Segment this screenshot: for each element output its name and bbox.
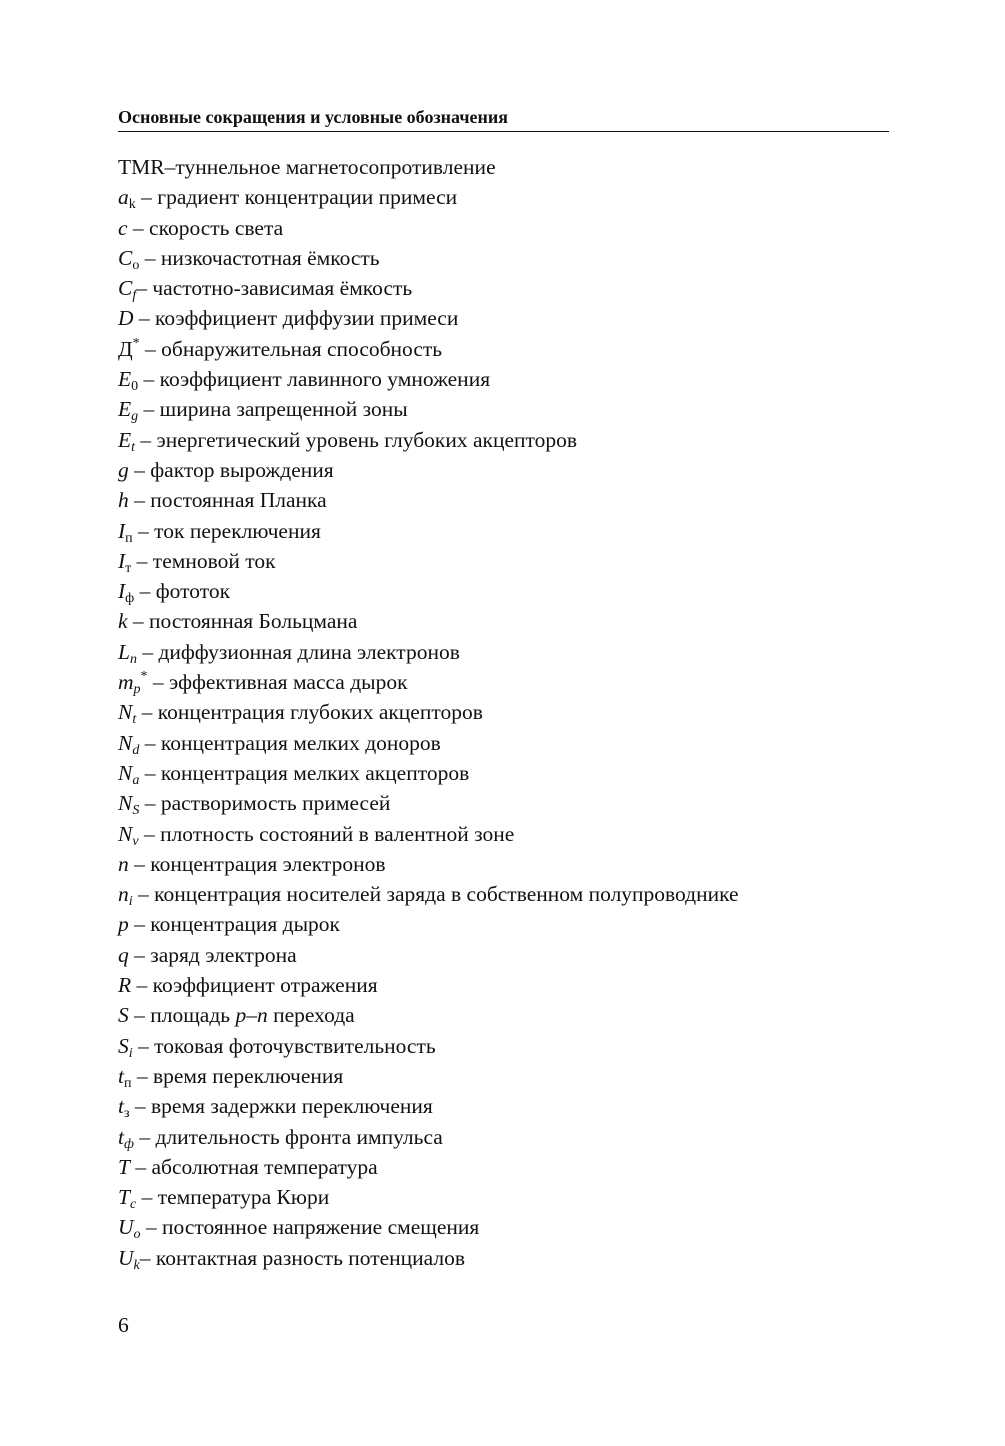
separator-dash: – (138, 367, 160, 392)
description: постоянное напряжение смещения (162, 1215, 480, 1240)
symbol-subscript: 0 (131, 379, 139, 395)
description: заряд электрона (150, 942, 297, 967)
symbol-superscript: * (132, 335, 140, 351)
separator-dash: – (139, 1245, 156, 1270)
page-header-title: Основные сокращения и условные обозначения (118, 107, 508, 127)
abbreviation-item (118, 1212, 739, 1242)
separator-dash: – (129, 1094, 152, 1119)
symbol: t (118, 1124, 124, 1149)
symbol-subscript: з (123, 1106, 130, 1122)
abbreviation-item (118, 273, 739, 303)
description: температура Кюри (157, 1185, 330, 1210)
abbreviation-item (118, 1152, 739, 1182)
symbol-subscript: t (131, 439, 136, 455)
description: абсолютная температура (151, 1154, 378, 1179)
abbreviation-item (118, 394, 739, 424)
description: контактная разность потенциалов (155, 1245, 466, 1270)
description: ток переключения (154, 518, 321, 543)
abbreviation-item (118, 576, 739, 606)
separator-dash: – (139, 245, 161, 270)
symbol: k (118, 609, 128, 634)
symbol: h (118, 488, 129, 513)
abbreviation-item (118, 1122, 739, 1152)
separator-dash: – (135, 427, 157, 452)
abbreviation-item (118, 364, 739, 394)
separator-dash: – (128, 457, 151, 482)
abbreviation-item (118, 606, 739, 636)
description: концентрация мелких доноров (160, 730, 441, 755)
separator-dash: – (139, 760, 161, 785)
symbol-subscript: g (131, 409, 139, 425)
symbol-subscript: v (132, 833, 139, 849)
abbreviation-item (118, 243, 739, 273)
separator-dash: – (136, 700, 158, 725)
symbol: I (118, 548, 126, 573)
symbol-subscript: i (128, 894, 133, 910)
description: коэффициент лавинного умножения (159, 367, 491, 392)
description: постоянная Планка (150, 488, 327, 513)
separator-dash: – (127, 609, 150, 634)
symbol: L (118, 639, 130, 664)
abbreviation-item (118, 728, 739, 758)
separator-dash: – (128, 488, 151, 513)
description: туннельное магнетосопротивление (175, 155, 496, 179)
description: концентрация электронов (150, 851, 386, 876)
description: длительность фронта импульса (155, 1124, 443, 1149)
symbol: n (118, 882, 129, 907)
description: фототок (155, 579, 231, 604)
separator-dash: – (131, 1063, 153, 1088)
symbol: S (118, 1033, 129, 1058)
symbol: q (118, 942, 129, 967)
symbol-subscript: k (128, 197, 136, 213)
symbol: a (118, 185, 129, 210)
symbol: c (118, 215, 128, 240)
abbreviation-item (118, 303, 739, 333)
description: частотно-зависимая ёмкость (152, 276, 413, 301)
symbol: N (118, 821, 133, 846)
abbreviation-item (118, 455, 739, 485)
abbreviation-item (118, 334, 739, 364)
symbol: T (118, 1185, 130, 1210)
abbreviation-item (118, 940, 739, 970)
symbol-subscript: т (125, 560, 132, 576)
symbol-subscript: S (132, 803, 140, 819)
abbreviation-item (118, 758, 739, 788)
symbol: C (118, 276, 133, 301)
symbol: n (118, 851, 129, 876)
symbol: N (118, 730, 133, 755)
abbreviation-item (118, 879, 739, 909)
separator-dash: – (136, 639, 159, 664)
abbreviation-list (118, 152, 739, 1273)
separator-dash: – (128, 851, 151, 876)
separator-dash: – (132, 882, 155, 907)
description: обнаружительная способность (161, 336, 443, 361)
separator-dash: – (164, 155, 176, 179)
symbol: U (118, 1245, 134, 1270)
header-rule (118, 131, 889, 132)
separator-dash: – (133, 306, 156, 331)
description-tail: перехода (267, 1003, 355, 1028)
separator-dash: – (136, 276, 153, 301)
separator-dash: – (132, 518, 155, 543)
abbreviation-item (118, 1000, 739, 1030)
separator-dash: – (131, 548, 153, 573)
symbol-subscript: n (129, 651, 137, 667)
description: коэффициент отражения (152, 973, 378, 998)
abbreviation-item (118, 1091, 739, 1121)
separator-dash: – (139, 791, 161, 816)
symbol: I (118, 518, 126, 543)
description: градиент концентрации примеси (157, 185, 458, 210)
symbol-subscript: d (132, 742, 140, 758)
symbol: E (118, 427, 132, 452)
abbreviation-item (118, 909, 739, 939)
symbol-subscript: п (125, 530, 133, 546)
abbreviation-item (118, 849, 739, 879)
symbol: m (118, 670, 134, 695)
separator-dash: – (127, 215, 150, 240)
description: энергетический уровень глубоких акцепторов (156, 427, 578, 452)
symbol-subscript: a (132, 772, 140, 788)
page-number: 6 (118, 1313, 129, 1337)
abbreviation-item (118, 485, 739, 515)
symbol: N (118, 700, 133, 725)
description: концентрация дырок (150, 912, 340, 937)
separator-dash: – (129, 1154, 152, 1179)
description: постоянная Больцмана (149, 609, 358, 634)
abbreviation-item (118, 637, 739, 667)
symbol: E (118, 367, 132, 392)
symbol: t (118, 1063, 124, 1088)
description: ширина запрещенной зоны (159, 397, 408, 422)
separator-dash: – (132, 1033, 155, 1058)
symbol: N (118, 760, 133, 785)
description: фактор вырождения (150, 457, 334, 482)
abbreviation-item (118, 425, 739, 455)
separator-dash: – (128, 942, 151, 967)
description: площадь (150, 1003, 236, 1028)
symbol: I (118, 579, 126, 604)
symbol: D (118, 306, 134, 331)
symbol-subscript: f (132, 288, 137, 304)
description: растворимость примесей (160, 791, 391, 816)
separator-dash: – (134, 579, 156, 604)
separator-dash: – (128, 912, 151, 937)
separator-dash: – (138, 821, 161, 846)
separator-dash: – (131, 973, 153, 998)
description: диффузионная длина электронов (158, 639, 460, 664)
description-italic: p–n (235, 1003, 268, 1028)
description: темновой ток (152, 548, 276, 573)
separator-dash: – (138, 397, 160, 422)
symbol-subscript: п (123, 1075, 132, 1091)
symbol: C (118, 245, 133, 270)
symbol-subscript: o (132, 257, 140, 273)
symbol: E (118, 397, 132, 422)
symbol: g (118, 457, 129, 482)
abbreviation-item (118, 1031, 739, 1061)
description: плотность состояний в валентной зоне (160, 821, 515, 846)
separator-dash: – (136, 1185, 158, 1210)
description: токовая фоточувствительность (154, 1033, 436, 1058)
separator-dash: – (128, 1003, 151, 1028)
symbol-subscript: t (132, 712, 137, 728)
description: коэффициент диффузии примеси (155, 306, 459, 331)
symbol-subscript: o (133, 1227, 141, 1243)
abbreviation-item (118, 516, 739, 546)
abbreviation-item (118, 788, 739, 818)
separator-dash: – (135, 185, 158, 210)
separator-dash: – (147, 670, 170, 695)
abbreviation-item (118, 1243, 739, 1273)
abbreviation-item (118, 667, 739, 697)
symbol: TMR (118, 155, 165, 179)
description: концентрация мелких акцепторов (160, 760, 470, 785)
symbol: U (118, 1215, 134, 1240)
symbol: T (118, 1154, 130, 1179)
abbreviation-item (118, 182, 739, 212)
symbol: p (118, 912, 129, 937)
symbol: t (118, 1094, 124, 1119)
symbol: S (118, 1003, 129, 1028)
symbol-subscript: i (128, 1045, 133, 1061)
symbol-subscript: c (129, 1197, 137, 1213)
abbreviation-item (118, 213, 739, 243)
description: время переключения (152, 1063, 344, 1088)
description: концентрация носителей заряда в собственном полупроводнике (154, 882, 739, 907)
separator-dash: – (139, 730, 161, 755)
description: время задержки переключения (151, 1094, 433, 1119)
abbreviation-item (118, 819, 739, 849)
symbol-subscript: ф (123, 1136, 134, 1152)
symbol-subscript: p (133, 682, 141, 698)
abbreviation-item (118, 152, 739, 182)
abbreviation-item (118, 970, 739, 1000)
description: скорость света (149, 215, 284, 240)
symbol-superscript: * (140, 669, 148, 685)
description: концентрация глубоких акцепторов (157, 700, 483, 725)
separator-dash: – (139, 336, 162, 361)
description: эффективная масса дырок (169, 670, 408, 695)
symbol: Д (118, 336, 133, 361)
symbol: R (118, 973, 132, 998)
abbreviation-item (118, 1182, 739, 1212)
separator-dash: – (133, 1124, 156, 1149)
description: низкочастотная ёмкость (160, 245, 380, 270)
symbol-subscript: k (133, 1257, 140, 1273)
abbreviation-item (118, 697, 739, 727)
abbreviation-item (118, 546, 739, 576)
separator-dash: – (140, 1215, 163, 1240)
abbreviation-item (118, 1061, 739, 1091)
symbol-subscript: ф (125, 591, 135, 607)
symbol: N (118, 791, 133, 816)
